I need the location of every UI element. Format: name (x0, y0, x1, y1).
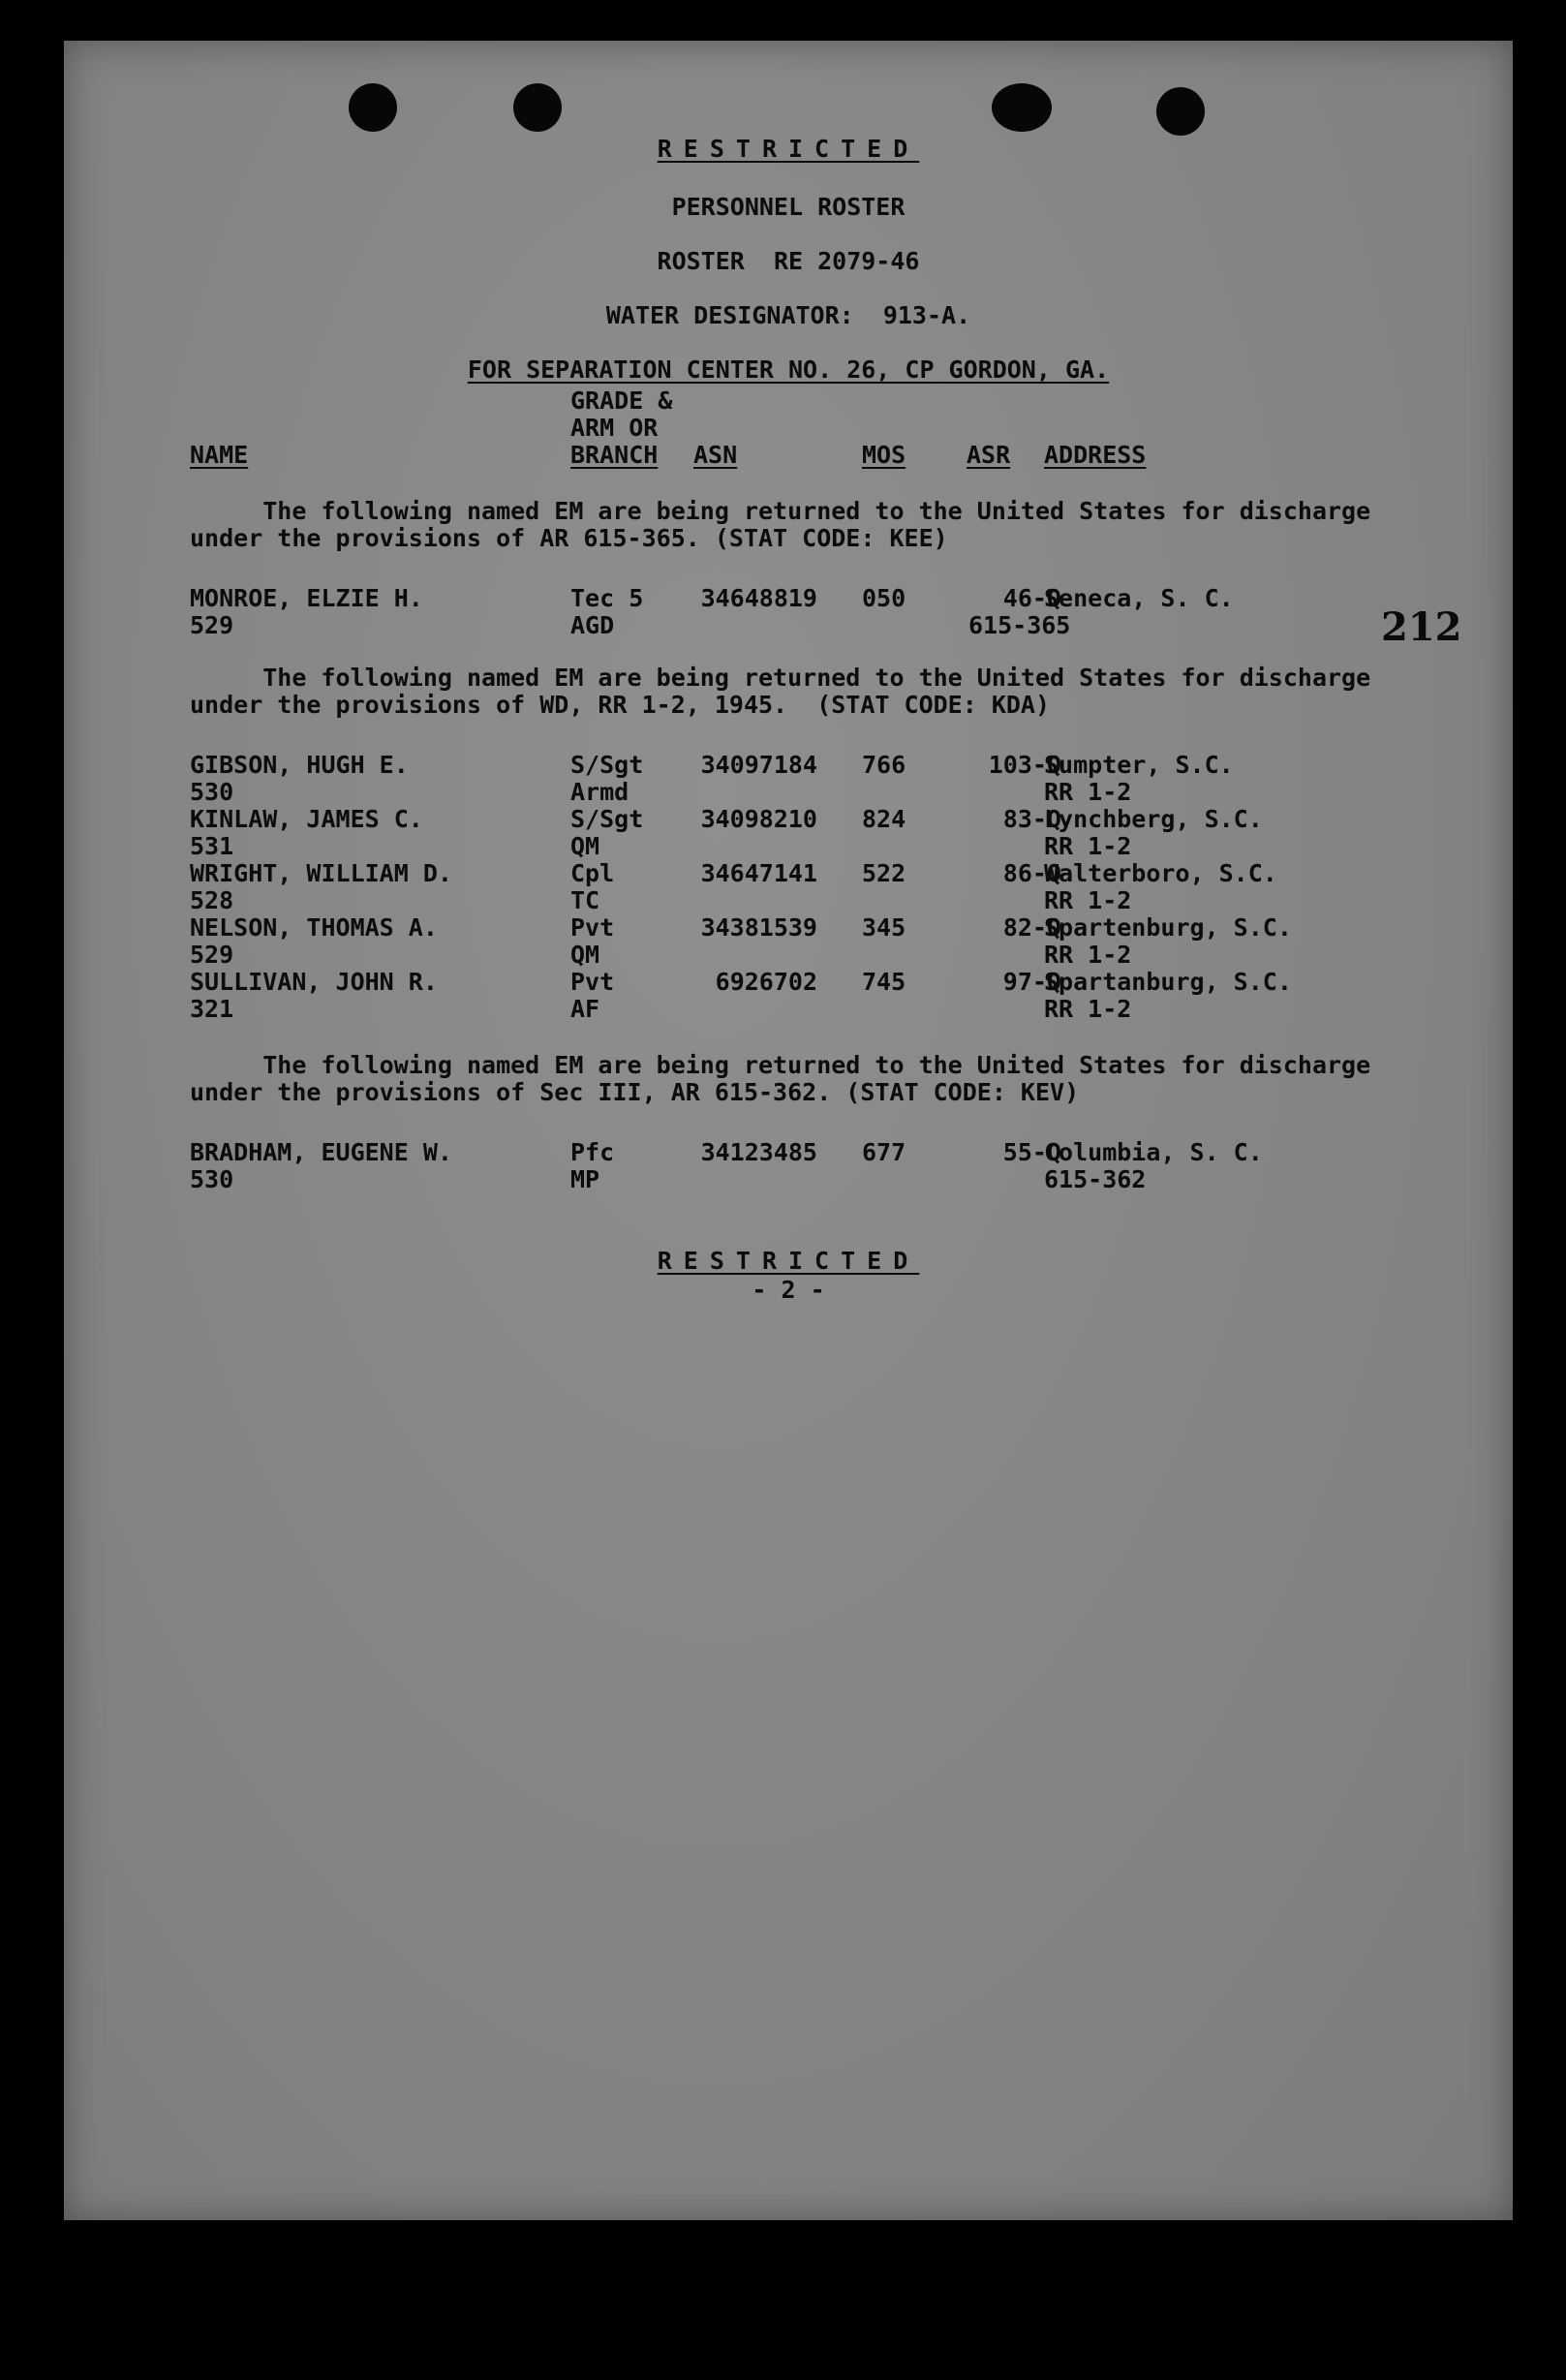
entry-asn: 34647141 (700, 859, 817, 887)
entry-address: Spartanburg, S.C. (1044, 968, 1292, 996)
entry-branch: TC (570, 886, 600, 914)
entry-grade: S/Sgt (570, 805, 644, 833)
col-grade-line2: ARM OR (570, 414, 659, 442)
table-row (64, 1139, 1513, 1193)
entry-address: Seneca, S. C. (1044, 584, 1234, 612)
entry-branch: AGD (570, 611, 615, 639)
classification-top: RESTRICTED (657, 135, 920, 163)
section-intro: The following named EM are being returned to the United States for discharge (190, 664, 1371, 692)
entry-grade: Pfc (570, 1138, 615, 1166)
entry-name: NELSON, THOMAS A. (190, 913, 438, 942)
punch-hole (349, 83, 397, 132)
entry-grade: Cpl (570, 859, 615, 887)
section-intro: under the provisions of Sec III, AR 615-362. (STAT CODE: KEV) (190, 1078, 1080, 1106)
entry-grade: Tec 5 (570, 584, 644, 612)
entry-asr: 82-Q (1002, 913, 1061, 942)
entry-branch: AF (570, 995, 600, 1023)
page-number: - 2 - (752, 1276, 825, 1304)
section-intro: The following named EM are being returned to the United States for discharge (190, 1051, 1371, 1079)
entry-address: Sumpter, S.C. (1044, 751, 1234, 779)
entry-branch: QM (570, 832, 600, 860)
entry-asn: 34097184 (700, 751, 817, 779)
entry-name: KINLAW, JAMES C. (190, 805, 423, 833)
entry-asn: 34123485 (700, 1138, 817, 1166)
table-row (64, 585, 1513, 639)
table-row (64, 860, 1513, 914)
entry-authority: RR 1-2 (1044, 778, 1132, 806)
entry-branch: MP (570, 1165, 600, 1193)
col-mos: MOS (862, 441, 906, 469)
entry-asn: 34381539 (700, 913, 817, 942)
entry-authority: RR 1-2 (1044, 832, 1132, 860)
punch-hole (513, 83, 562, 132)
entry-name: MONROE, ELZIE H. (190, 584, 423, 612)
entry-authority: RR 1-2 (1044, 886, 1132, 914)
table-row (64, 914, 1513, 969)
entry-address: Columbia, S. C. (1044, 1138, 1263, 1166)
col-name: NAME (190, 441, 249, 469)
section-intro: The following named EM are being returned to the United States for discharge (190, 497, 1371, 525)
destination-line: FOR SEPARATION CENTER NO. 26, CP GORDON, GA. (467, 355, 1110, 384)
col-asn: ASN (693, 441, 738, 469)
col-address: ADDRESS (1044, 441, 1147, 469)
entry-branch: QM (570, 941, 600, 969)
entry-name: GIBSON, HUGH E. (190, 751, 409, 779)
section-intro: under the provisions of AR 615-365. (STAT CODE: KEE) (190, 524, 948, 552)
entry-grade: Pvt (570, 968, 615, 996)
entry-name: SULLIVAN, JOHN R. (190, 968, 438, 996)
entry-authority: RR 1-2 (1044, 941, 1132, 969)
entry-mos: 050 (862, 584, 906, 612)
table-row (64, 752, 1513, 806)
classification-bottom: RESTRICTED (657, 1247, 920, 1275)
entry-code: 531 (190, 832, 234, 860)
entry-address: Walterboro, S.C. (1044, 859, 1277, 887)
entry-mos: 677 (862, 1138, 906, 1166)
document-page (64, 41, 1513, 2220)
entry-mos: 745 (862, 968, 906, 996)
section-intro: under the provisions of WD, RR 1-2, 1945. (STAT CODE: KDA) (190, 691, 1051, 719)
entry-authority: 615-365 (968, 611, 1071, 639)
col-grade-line1: GRADE & (570, 386, 673, 415)
table-row (64, 806, 1513, 860)
entry-grade: S/Sgt (570, 751, 644, 779)
roster-title: PERSONNEL ROSTER (671, 193, 906, 221)
entry-branch: Armd (570, 778, 629, 806)
punch-hole (992, 83, 1052, 132)
col-grade-line3: BRANCH (570, 441, 659, 469)
table-row (64, 969, 1513, 1023)
entry-mos: 824 (862, 805, 906, 833)
water-designator: WATER DESIGNATOR: 913-A. (605, 301, 971, 329)
col-asr: ASR (967, 441, 1011, 469)
entry-asr: 55-Q (1002, 1138, 1061, 1166)
entry-asn: 34648819 (700, 584, 817, 612)
entry-asr: 83-Q (1002, 805, 1061, 833)
entry-address: Lynchberg, S.C. (1044, 805, 1263, 833)
entry-mos: 345 (862, 913, 906, 942)
page-stamp: 212 (1381, 604, 1462, 650)
entry-authority: RR 1-2 (1044, 995, 1132, 1023)
entry-asr: 103-Q (988, 751, 1061, 779)
entry-mos: 522 (862, 859, 906, 887)
entry-name: BRADHAM, EUGENE W. (190, 1138, 452, 1166)
entry-authority: 615-362 (1044, 1165, 1147, 1193)
punch-hole (1156, 87, 1205, 136)
entry-code: 529 (190, 941, 234, 969)
entry-address: Spartenburg, S.C. (1044, 913, 1292, 942)
entry-asr: 86-Q (1002, 859, 1061, 887)
entry-mos: 766 (862, 751, 906, 779)
entry-name: WRIGHT, WILLIAM D. (190, 859, 452, 887)
entry-code: 528 (190, 886, 234, 914)
entry-grade: Pvt (570, 913, 615, 942)
roster-number: ROSTER RE 2079-46 (657, 247, 920, 275)
entry-code: 530 (190, 1165, 234, 1193)
entry-asr: 46-Q (1002, 584, 1061, 612)
entry-asn: 34098210 (700, 805, 817, 833)
entry-asr: 97-Q (1002, 968, 1061, 996)
entry-code: 529 (190, 611, 234, 639)
entry-asn: 6926702 (715, 968, 817, 996)
entry-code: 321 (190, 995, 234, 1023)
entry-code: 530 (190, 778, 234, 806)
